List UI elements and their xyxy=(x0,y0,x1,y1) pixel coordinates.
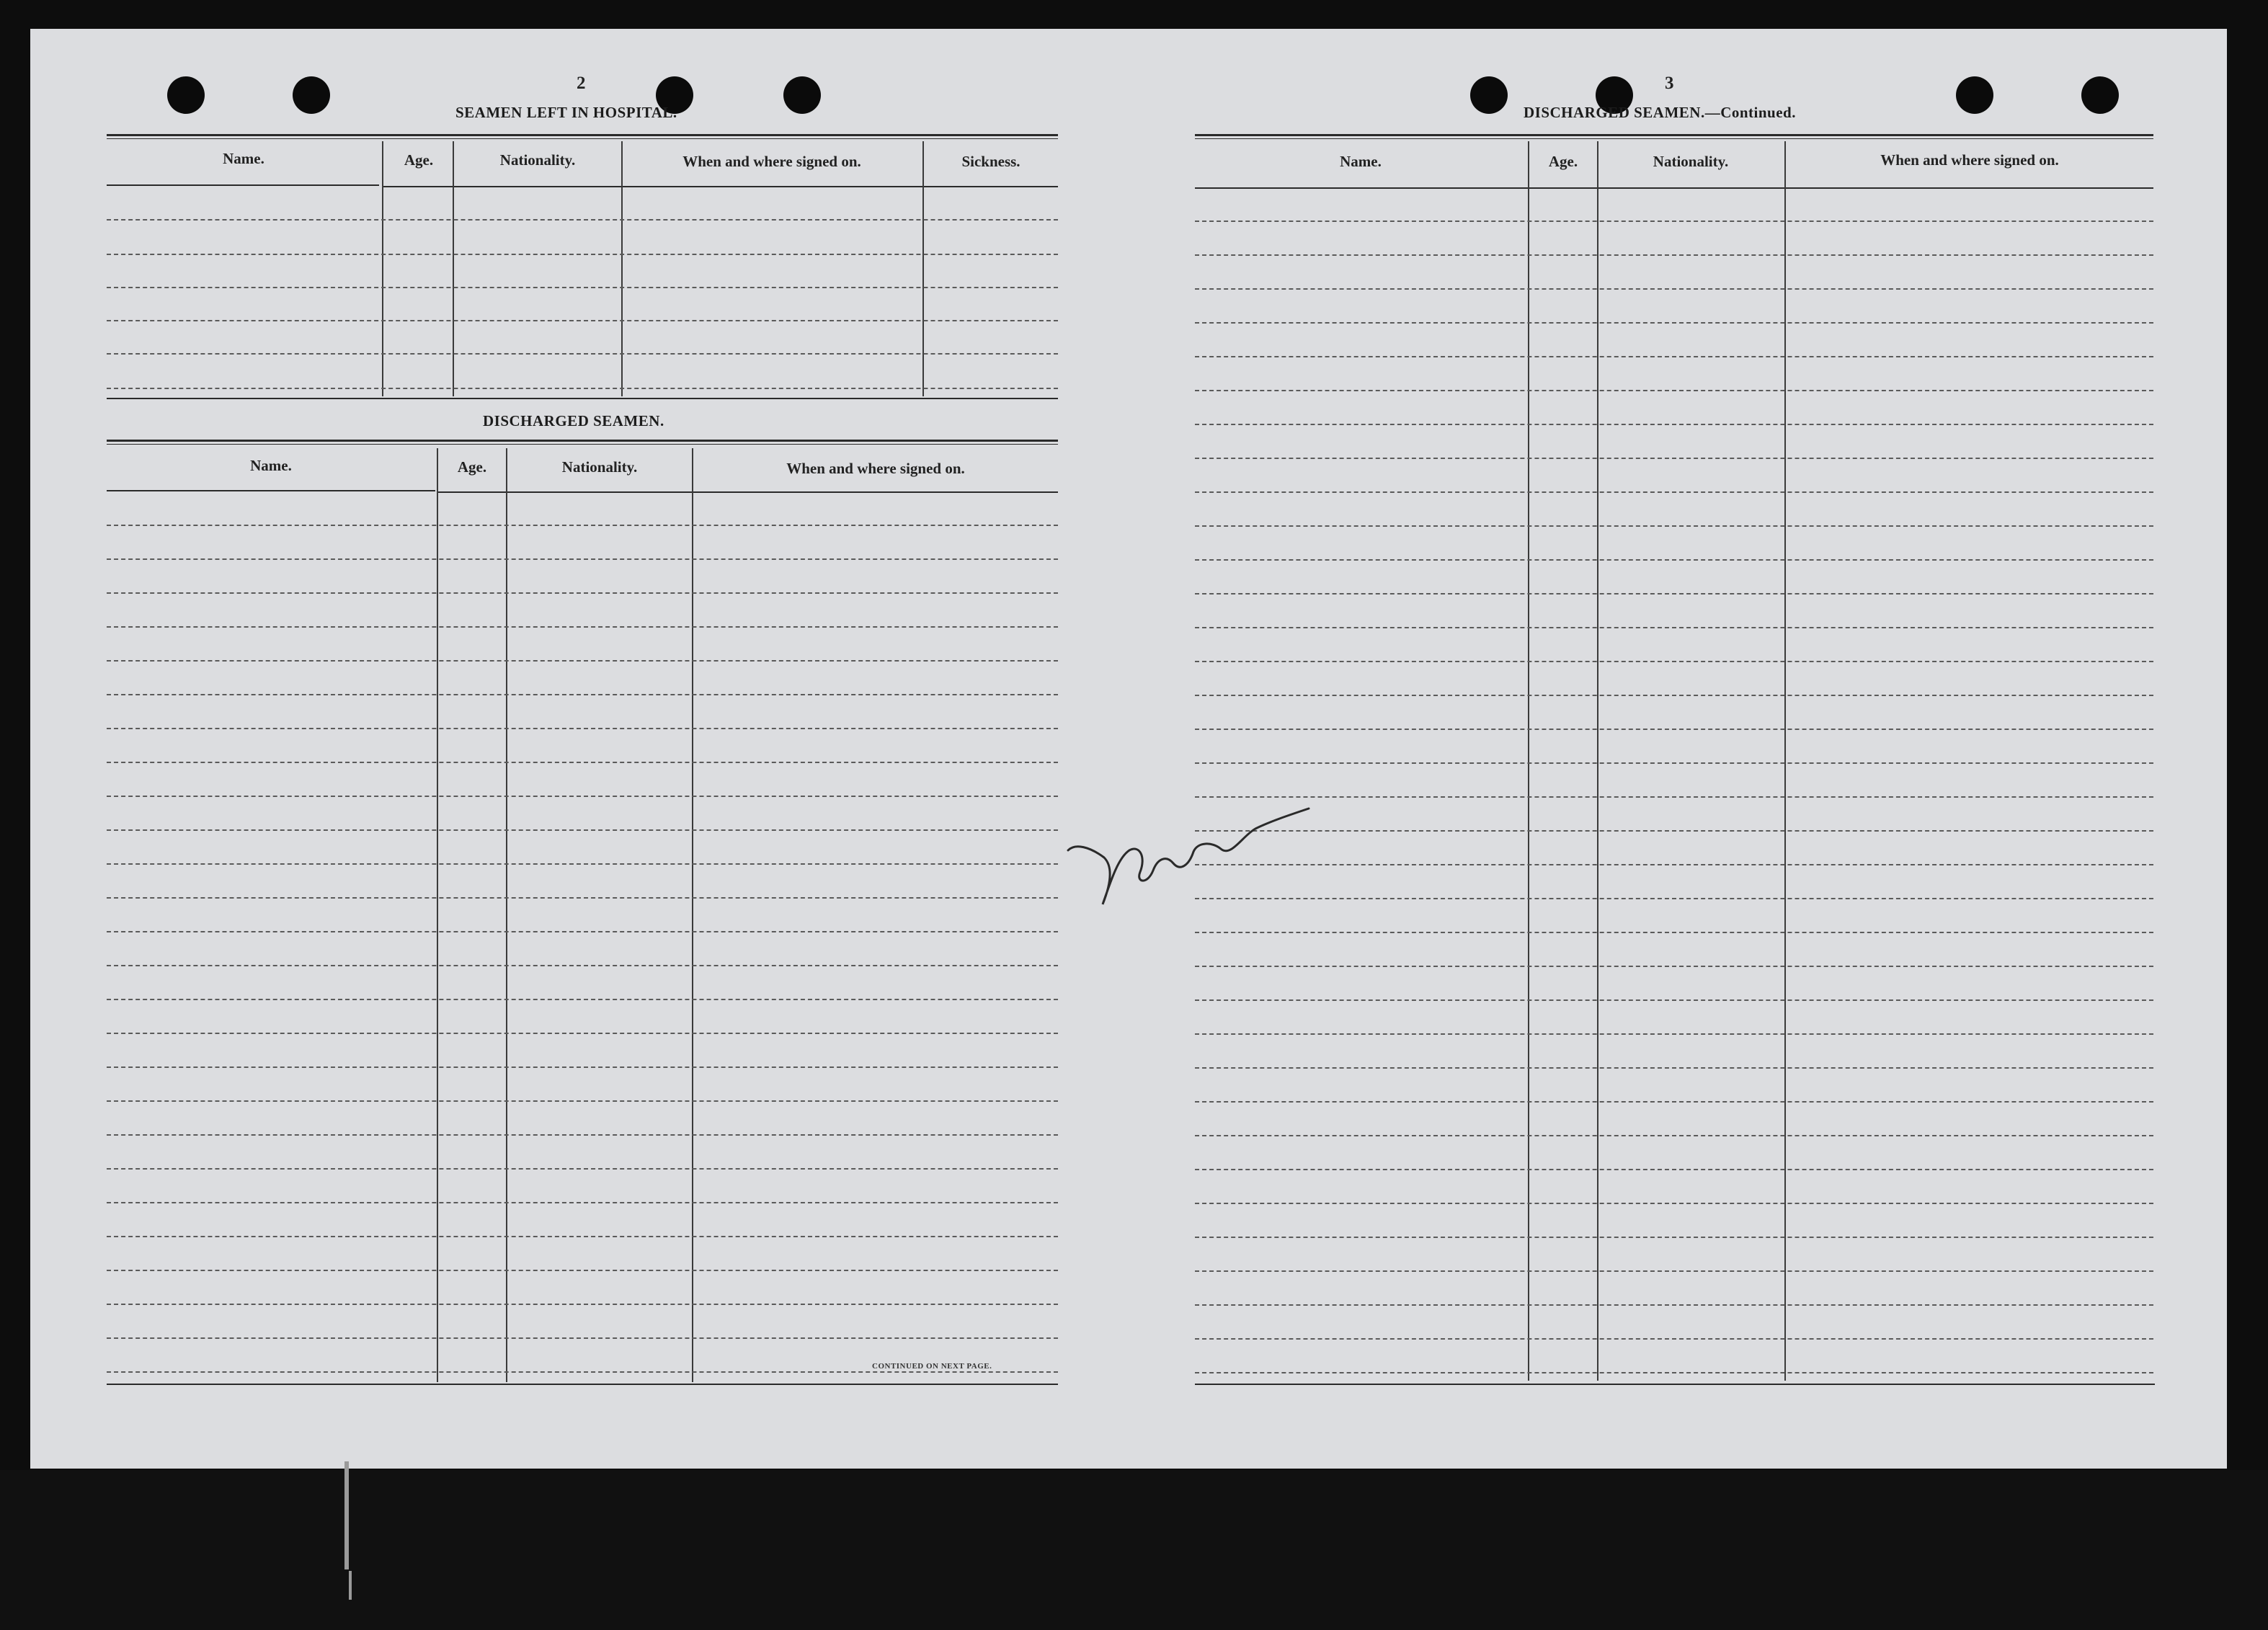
hospital-col-signed-on: When and where signed on. xyxy=(682,153,861,170)
entry-line xyxy=(1195,661,2153,662)
entry-line xyxy=(1195,695,2153,696)
scan-artifact xyxy=(344,1461,349,1569)
entry-line xyxy=(1195,932,2153,933)
hospital-header-rule xyxy=(107,184,379,186)
entry-line xyxy=(1195,796,2153,798)
entry-line xyxy=(107,965,1058,966)
discharged-col-divider xyxy=(437,448,438,1382)
entry-line xyxy=(107,999,1058,1000)
entry-line xyxy=(107,931,1058,932)
entry-line xyxy=(1195,559,2153,561)
handwritten-none-mark xyxy=(1061,757,1320,944)
discharged-section-title: DISCHARGED SEAMEN. xyxy=(483,412,664,429)
right-top-rule xyxy=(1195,134,2153,139)
right-col-name: Name. xyxy=(1340,153,1382,170)
entry-line xyxy=(1195,830,2153,832)
entry-line xyxy=(1195,390,2153,391)
entry-line xyxy=(107,558,1058,560)
discharged-col-name: Name. xyxy=(250,457,292,474)
entry-line xyxy=(107,353,1058,355)
entry-line xyxy=(1195,593,2153,594)
entry-line xyxy=(1195,864,2153,865)
entry-line xyxy=(1195,1169,2153,1170)
entry-line xyxy=(107,897,1058,899)
entry-line xyxy=(1195,1101,2153,1103)
entry-line xyxy=(1195,424,2153,425)
entry-line xyxy=(107,320,1058,321)
discharged-col-nationality: Nationality. xyxy=(561,458,638,476)
punch-hole xyxy=(293,76,330,114)
entry-line xyxy=(1195,1135,2153,1136)
entry-line xyxy=(107,1168,1058,1170)
entry-line xyxy=(1195,898,2153,899)
hospital-bottom-rule xyxy=(107,398,1058,399)
right-bottom-rule xyxy=(1195,1384,2155,1385)
entry-line xyxy=(1195,254,2153,256)
document-sheet xyxy=(30,29,2227,1469)
punch-hole xyxy=(2081,76,2119,114)
entry-line xyxy=(107,1100,1058,1102)
discharged-header-rule xyxy=(107,490,435,491)
entry-line xyxy=(1195,525,2153,527)
entry-line xyxy=(1195,491,2153,493)
entry-line xyxy=(1195,1338,2153,1340)
entry-line xyxy=(107,829,1058,831)
entry-line xyxy=(1195,458,2153,459)
right-col-age: Age. xyxy=(1548,153,1578,170)
entry-line xyxy=(107,796,1058,797)
entry-line xyxy=(107,1033,1058,1034)
discharged-header-rule xyxy=(438,491,1058,493)
right-col-nationality: Nationality. xyxy=(1653,153,1729,170)
entry-line xyxy=(1195,966,2153,967)
entry-line xyxy=(107,1236,1058,1237)
entry-line xyxy=(107,626,1058,628)
discharged-continued-title: DISCHARGED SEAMEN.—Continued. xyxy=(1524,104,1796,121)
entry-line xyxy=(107,660,1058,662)
hospital-col-name: Name. xyxy=(223,150,264,167)
entry-line xyxy=(107,388,1058,389)
right-col-divider xyxy=(1528,141,1529,1381)
hospital-col-nationality: Nationality. xyxy=(499,151,576,169)
entry-line xyxy=(1195,999,2153,1001)
right-col-divider xyxy=(1784,141,1786,1381)
discharged-col-divider xyxy=(506,448,507,1382)
entry-line xyxy=(107,525,1058,526)
entry-line xyxy=(1195,1372,2153,1373)
entry-line xyxy=(107,728,1058,729)
punch-hole xyxy=(1956,76,1993,114)
entry-line xyxy=(1195,288,2153,290)
entry-line xyxy=(1195,322,2153,324)
punch-hole xyxy=(783,76,821,114)
discharged-bottom-rule xyxy=(107,1384,1058,1385)
entry-line xyxy=(107,1304,1058,1305)
entry-line xyxy=(1195,1270,2153,1272)
entry-line xyxy=(107,592,1058,594)
hospital-section-title: SEAMEN LEFT IN HOSPITAL. xyxy=(455,104,677,121)
entry-line xyxy=(1195,1304,2153,1306)
discharged-top-rule xyxy=(107,440,1058,445)
entry-line xyxy=(107,1337,1058,1339)
scan-artifact xyxy=(349,1571,352,1600)
discharged-col-signed-on: When and where signed on. xyxy=(786,460,965,477)
entry-line xyxy=(107,1371,1058,1373)
entry-line xyxy=(1195,1237,2153,1238)
hospital-top-rule xyxy=(107,134,1058,139)
entry-line xyxy=(107,1202,1058,1203)
punch-hole xyxy=(167,76,205,114)
entry-line xyxy=(107,1270,1058,1271)
entry-line xyxy=(1195,1203,2153,1204)
entry-line xyxy=(1195,762,2153,764)
hospital-col-age: Age. xyxy=(404,151,434,169)
entry-line xyxy=(107,694,1058,695)
entry-line xyxy=(1195,221,2153,222)
entry-line xyxy=(107,1134,1058,1136)
entry-line xyxy=(107,863,1058,865)
entry-line xyxy=(107,762,1058,763)
right-col-signed-on: When and where signed on. xyxy=(1880,151,2059,169)
entry-line xyxy=(107,254,1058,255)
entry-line xyxy=(107,287,1058,288)
entry-line xyxy=(1195,729,2153,730)
entry-line xyxy=(1195,1067,2153,1069)
continued-footer: CONTINUED ON NEXT PAGE. xyxy=(872,1362,992,1371)
right-header-rule xyxy=(1195,187,2153,189)
hospital-header-rule xyxy=(383,186,1058,187)
scan-background xyxy=(0,1470,2268,1630)
page-number-right: 3 xyxy=(1665,74,1674,93)
entry-line xyxy=(1195,1033,2153,1035)
discharged-col-age: Age. xyxy=(457,458,487,476)
right-col-divider xyxy=(1597,141,1598,1381)
punch-hole xyxy=(1470,76,1508,114)
hospital-col-divider xyxy=(922,141,924,396)
hospital-col-divider xyxy=(621,141,623,396)
discharged-col-divider xyxy=(692,448,693,1382)
page-number-left: 2 xyxy=(577,74,586,93)
hospital-col-divider xyxy=(382,141,383,396)
hospital-col-sickness: Sickness. xyxy=(961,153,1020,170)
entry-line xyxy=(107,1066,1058,1068)
entry-line xyxy=(1195,356,2153,357)
hospital-col-divider xyxy=(453,141,454,396)
entry-line xyxy=(1195,627,2153,628)
entry-line xyxy=(107,219,1058,221)
